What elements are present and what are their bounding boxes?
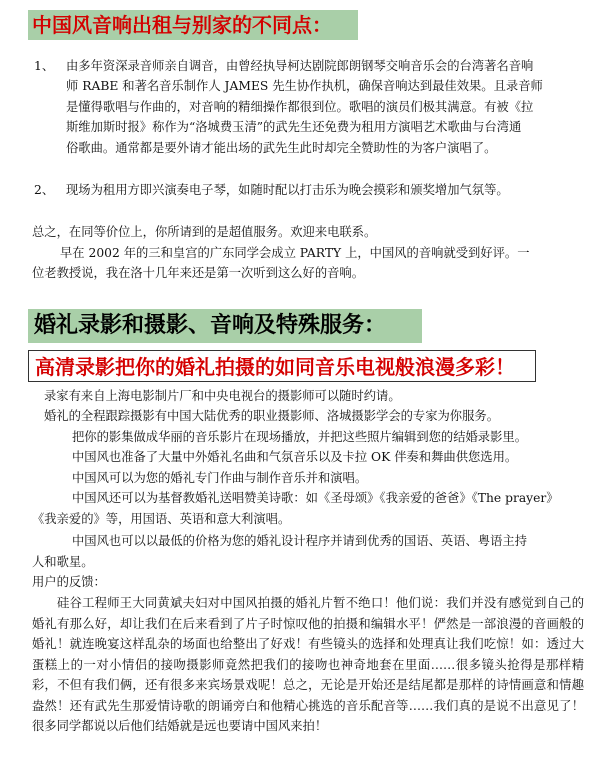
service-line-4: 中国风也准备了大量中外婚礼名曲和气氛音乐以及卡拉 OK 伴奏和舞曲供您选用。 bbox=[72, 450, 518, 464]
item1-line-1: 由多年资深录音师亲自调音，由曾经执导柯达剧院郎朗钢琴交响音乐会的台湾著名音响 bbox=[66, 59, 534, 73]
party-line-1: 早在 2002 年的三和皇宫的广东同学会成立 PARTY 上，中国风的音响就受到好评。一 bbox=[60, 246, 530, 260]
service-line-3: 把你的影集做成华丽的音乐影片在现场播放，并把这些照片编辑到您的结婚录影里。 bbox=[72, 430, 527, 444]
service-line-2: 婚礼的全程跟踪摄影有中国大陆优秀的职业摄影师、洛城摄影学会的专家为你服务。 bbox=[44, 409, 499, 423]
item1-number: 1、 bbox=[34, 59, 55, 73]
item1-line-3: 是懂得歌唱与作曲的，对音响的精细操作都很到位。歌唱的演员们极其满意。有被《拉 bbox=[66, 100, 534, 114]
feedback-text: 硅谷工程师王大同黄斌夫妇对中国风拍摄的婚礼片暂不绝口！他们说：我们并没有感觉到自己的婚礼有那么好，却让我们在后来看到了片子时惊叹他的拍摄和编辑水平！俨然是一部浪漫的音画般的婚礼！就连晚宴这样乱杂的场面也给整出了好戏！有些镜头的选择和处理真让我们吃惊！如：透过大蛋糕上的一对小情侣的接吻摄影师竟然把我们的接吻也神奇地套在里面……很多镜头抢得是那样精彩，不但有我们俩，还有很多来宾场景戏呢！总之，无论是开始还是结尾都是那样的诗情画意和情趣盎然！还有武先生那爱情诗歌的朗诵旁白和他精心挑选的音乐配音等……我们真的是说不出意见了！很多同学都说以后他们结婚就是远也要请中国风来拍！ bbox=[32, 596, 584, 733]
service-line-1: 录家有来自上海电影制片厂和中央电视台的摄影师可以随时约请。 bbox=[44, 389, 401, 403]
service-line-9: 人和歌星。 bbox=[32, 555, 94, 569]
section1-heading: 中国风音响出租与别家的不同点： bbox=[28, 10, 358, 40]
summary-text: 总之，在同等价位上，你所请到的是超值服务。欢迎来电联系。 bbox=[32, 225, 377, 239]
service-line-7: 《我亲爱的》等，用国语、英语和意大利演唱。 bbox=[32, 512, 291, 526]
party-line-2: 位老教授说，我在洛十几年来还是第一次听到这么好的音响。 bbox=[32, 266, 365, 280]
item2-number: 2、 bbox=[34, 183, 55, 197]
feedback-label: 用户的反馈： bbox=[32, 575, 106, 589]
service-line-8: 中国风也可以以最低的价格为您的婚礼设计程序并请到优秀的国语、英语、粤语主持 bbox=[72, 534, 527, 548]
section2-subheading: 高清录影把你的婚礼拍摄的如同音乐电视般浪漫多彩！ bbox=[28, 350, 536, 382]
item1-line-2: 师 RABE 和著名音乐制作人 JAMES 先生协作执机，确保音响达到最佳效果。且录音师 bbox=[66, 79, 543, 93]
item1-line-4: 斯维加斯时报》称作为“洛城费玉清”的武先生还免费为租用方演唱艺术歌曲与台湾通 bbox=[66, 120, 522, 134]
item1-line-5: 俗歌曲。通常都是要外请才能出场的武先生此时却完全赞助性的为客户演唱了。 bbox=[66, 141, 497, 155]
service-line-6: 中国风还可以为基督教婚礼送唱赞美诗歌：如《圣母颂》《我亲爱的爸爸》《The prayer》 bbox=[72, 491, 559, 505]
service-line-5: 中国风可以为您的婚礼专门作曲与制作音乐并和演唱。 bbox=[72, 471, 368, 485]
section2-heading: 婚礼录影和摄影、音响及特殊服务： bbox=[28, 309, 422, 343]
item2-text: 现场为租用方即兴演奏电子琴，如随时配以打击乐为晚会摸彩和颁奖增加气氛等。 bbox=[66, 183, 509, 197]
